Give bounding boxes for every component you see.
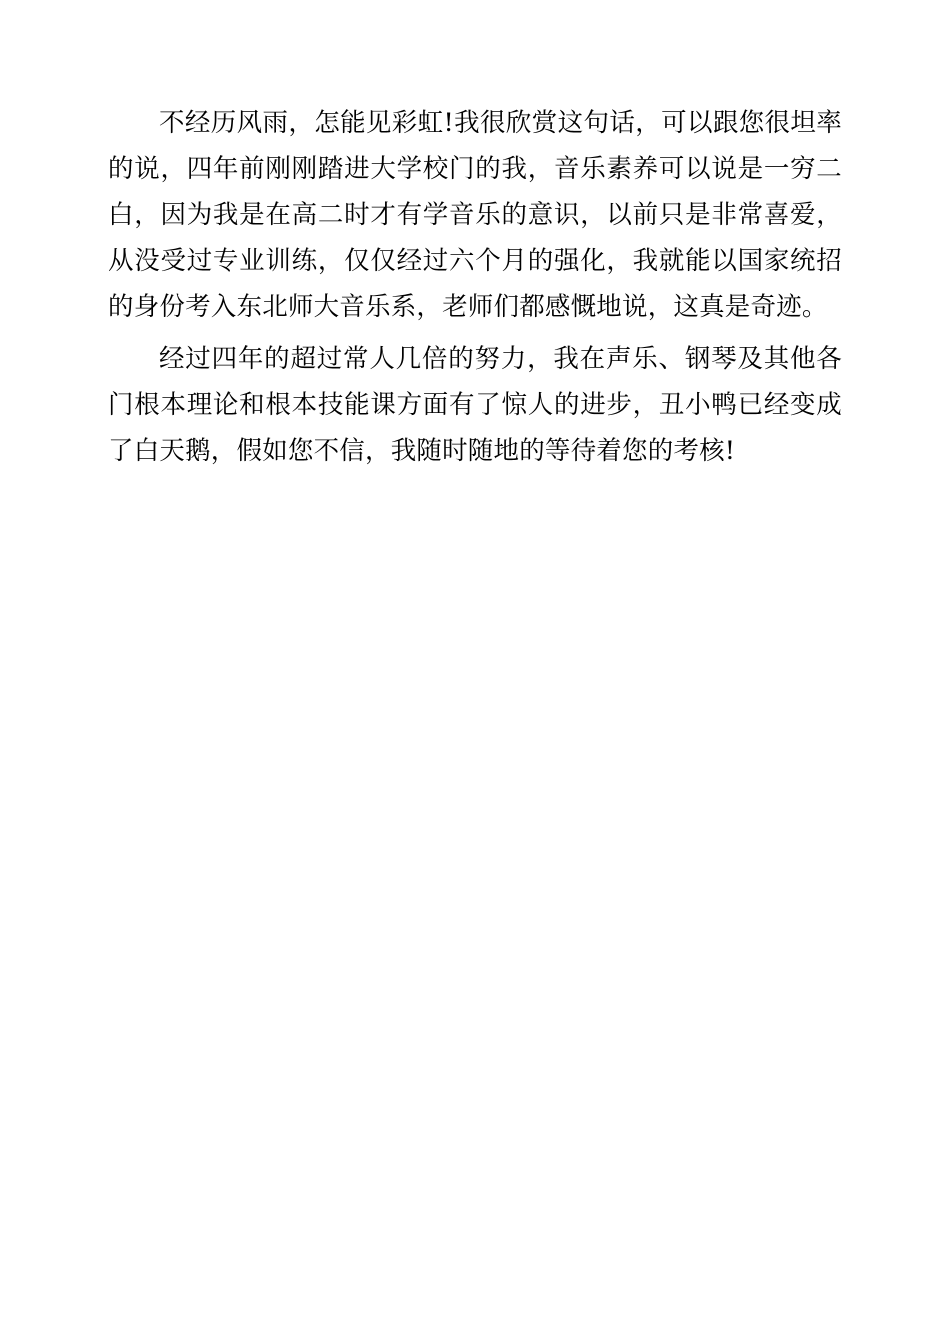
document-body	[108, 100, 842, 474]
paragraph-2: 经过四年的超过常人几倍的努力，我在声乐、钢琴及其他各门根本理论和根本技能课方面有了惊人的进步，丑小鸭已经变成了白天鹅，假如您不信，我随时随地的等待着您的考核!	[108, 344, 842, 466]
paragraph-1: 不经历风雨，怎能见彩虹!我很欣赏这句话，可以跟您很坦率的说，四年前刚刚踏进大学校门的我，音乐素养可以说是一穷二白，因为我是在高二时才有学音乐的意识，以前只是非常喜爱，从没受过专业训练，仅仅经过六个月的强化，我就能以国家统招的身份考入东北师大音乐系，老师们都感慨地说，这真是奇迹。	[108, 108, 842, 322]
